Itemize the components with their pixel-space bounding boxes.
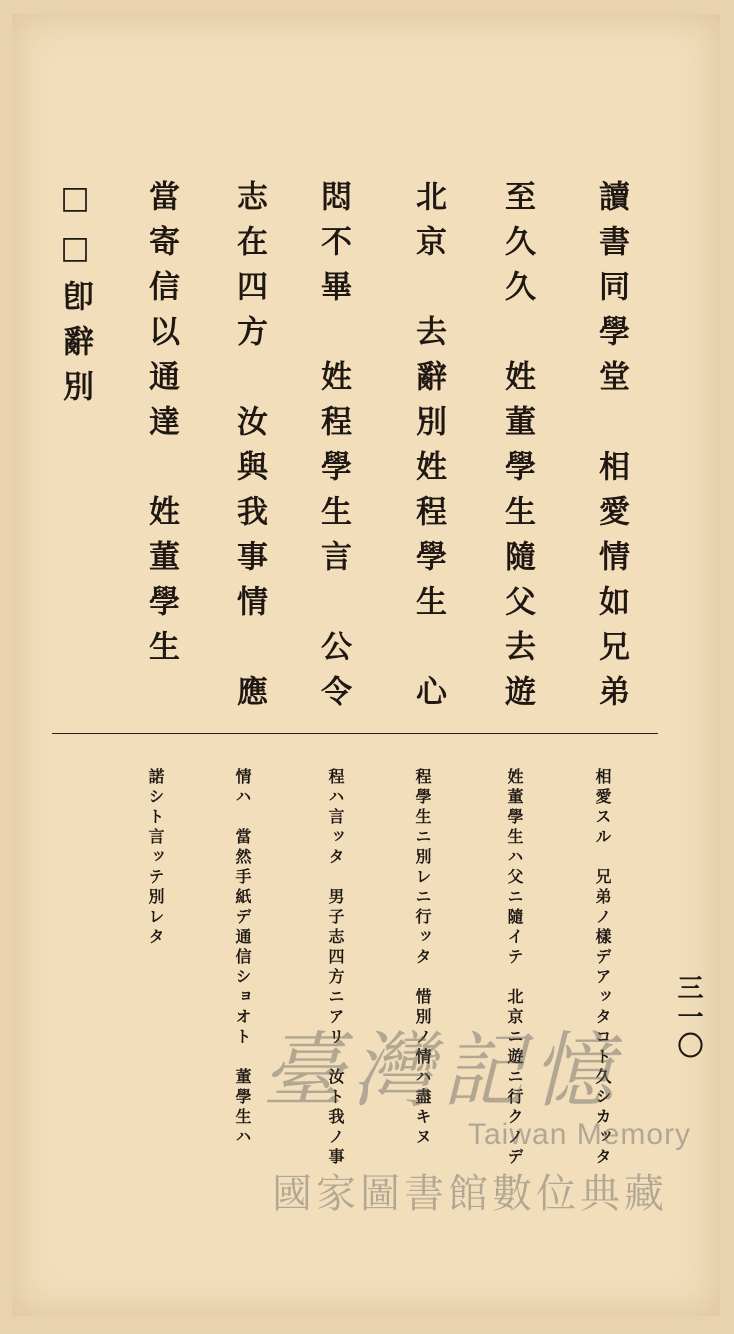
- translation-column-5: 情ハ 當然手紙デ通信ショオト 董學生ハ: [233, 768, 252, 1148]
- translation-column-2: 姓董學生ハ父ニ隨イテ 北京ニ遊ニ行クノデ: [505, 768, 524, 1168]
- main-text-column-6: 當寄信以通達 姓董學生: [143, 180, 179, 675]
- watermark-logo: 臺灣記憶: [262, 1024, 622, 1119]
- translation-column-6: 諾シト言ッテ別レタ: [146, 768, 165, 948]
- page-number: 三一〇: [673, 974, 703, 1061]
- watermark-library-name: 國家圖書館數位典藏: [272, 1172, 668, 1216]
- main-text-column-5: 志在四方 汝與我事情 應: [231, 180, 267, 720]
- main-text-column-7: □□卽辭別: [57, 180, 93, 415]
- watermark-english: Taiwan Memory: [468, 1118, 692, 1151]
- main-text-column-4: 悶不畢 姓程學生言 公令: [315, 180, 351, 720]
- section-divider: [52, 733, 658, 734]
- translation-column-4: 程ハ言ッタ 男子志四方ニアリ 汝ト我ノ事: [326, 768, 345, 1168]
- main-text-column-3: 北京 去辭別姓程學生 心: [410, 180, 446, 720]
- main-text-column-1: 讀書同學堂 相愛情如兄弟: [593, 180, 629, 720]
- translation-column-1: 相愛スル 兄弟ノ樣デアッタコト久シカッタ: [593, 768, 612, 1168]
- translation-column-3: 程學生ニ別レニ行ッタ 惜別ノ情ハ盡キヌ: [413, 768, 432, 1148]
- main-text-column-2: 至久久 姓董學生隨父去遊: [499, 180, 535, 720]
